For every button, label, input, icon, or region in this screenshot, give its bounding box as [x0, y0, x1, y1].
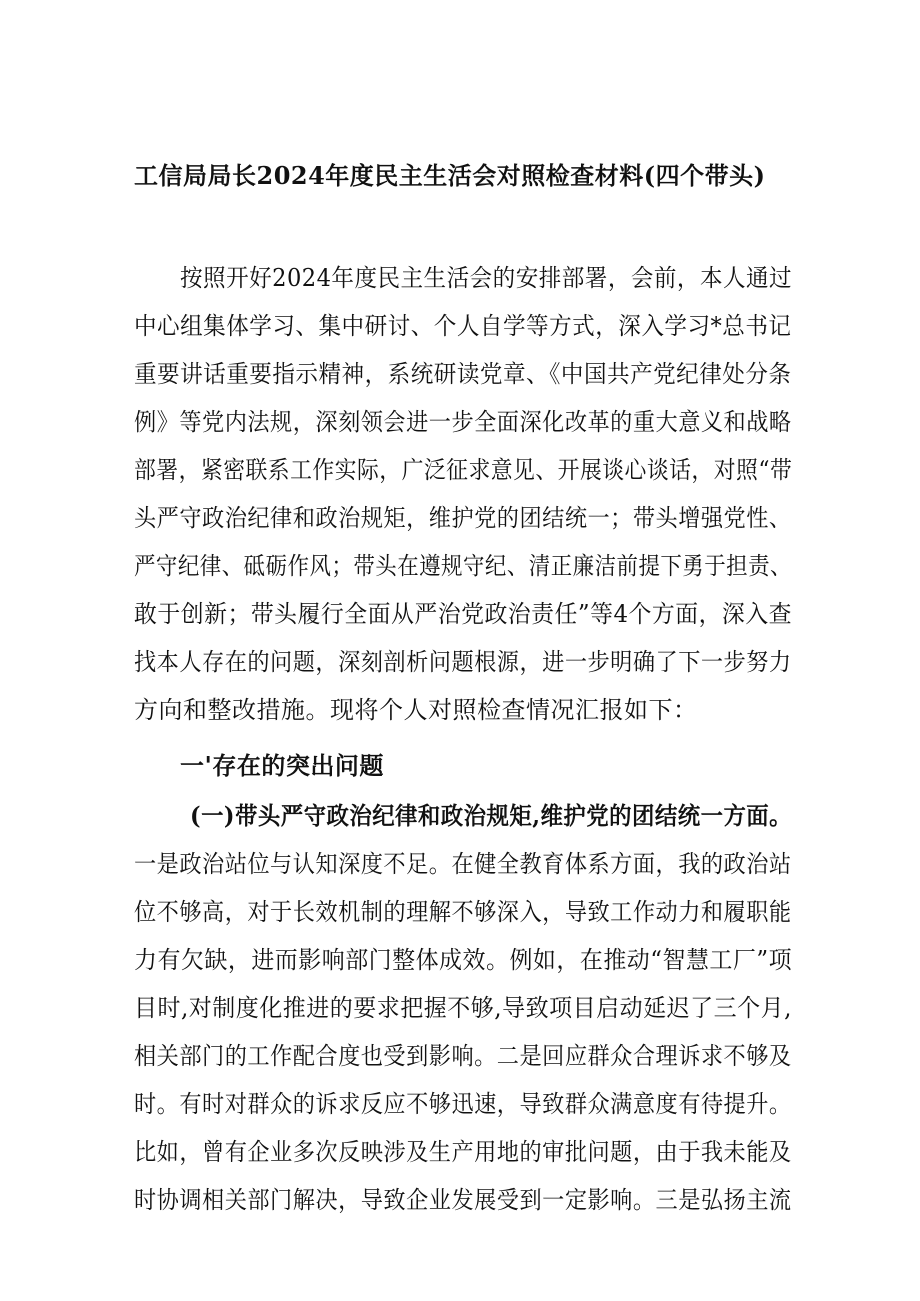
- section-heading: 一'存在的突出问题: [180, 751, 384, 780]
- body-line: 一是政治站位与认知深度不足。在健全教育体系方面，我的政治站: [134, 850, 792, 878]
- body-line: 力有欠缺，进而影响部门整体成效。例如，在推动“智慧工厂”项: [134, 946, 793, 974]
- intro-line: 方向和整改措施。现将个人对照检查情况汇报如下：: [134, 696, 698, 724]
- intro-line: 按照开好2024年度民主生活会的安排部署，会前，本人通过: [180, 264, 793, 292]
- body-line: 时协调相关部门解决，导致企业发展受到一定影响。三是弘扬主流: [134, 1186, 792, 1214]
- body-line: 比如，曾有企业多次反映涉及生产用地的审批问题，由于我未能及: [134, 1138, 792, 1166]
- intro-line: 部署，紧密联系工作实际，广泛征求意见、开展谈心谈话，对照“带: [134, 456, 793, 484]
- body-line: 目时,对制度化推进的要求把握不够,导致项目启动延迟了三个月,: [134, 994, 792, 1022]
- body-line: 相关部门的工作配合度也受到影响。二是回应群众合理诉求不够及: [134, 1042, 792, 1070]
- intro-line: 头严守政治纪律和政治规矩，维护党的团结统一；带头增强党性、: [134, 504, 792, 532]
- intro-line: 例》等党内法规，深刻领会进一步全面深化改革的重大意义和战略: [134, 408, 792, 436]
- intro-line: 找本人存在的问题，深刻剖析问题根源，进一步明确了下一步努力: [134, 648, 792, 676]
- body-line: 时。有时对群众的诉求反应不够迅速，导致群众满意度有待提升。: [134, 1090, 792, 1118]
- subsection-heading: (一)带头严守政治纪律和政治规矩,维护党的团结统一方面。: [190, 801, 793, 830]
- intro-line: 重要讲话重要指示精神，系统研读党章、《中国共产党纪律处分条: [134, 360, 792, 388]
- intro-line: 敢于创新；带头履行全面从严治党政治责任”等4个方面，深入查: [134, 600, 793, 628]
- intro-line: 中心组集体学习、集中研讨、个人自学等方式，深入学习*总书记: [134, 312, 792, 340]
- document-title: 工信局局长2024年度民主生活会对照检查材料(四个带头): [134, 161, 766, 190]
- intro-line: 严守纪律、砥砺作风；带头在遵规守纪、清正廉洁前提下勇于担责、: [134, 552, 792, 580]
- body-line: 位不够高，对于长效机制的理解不够深入，导致工作动力和履职能: [134, 898, 792, 926]
